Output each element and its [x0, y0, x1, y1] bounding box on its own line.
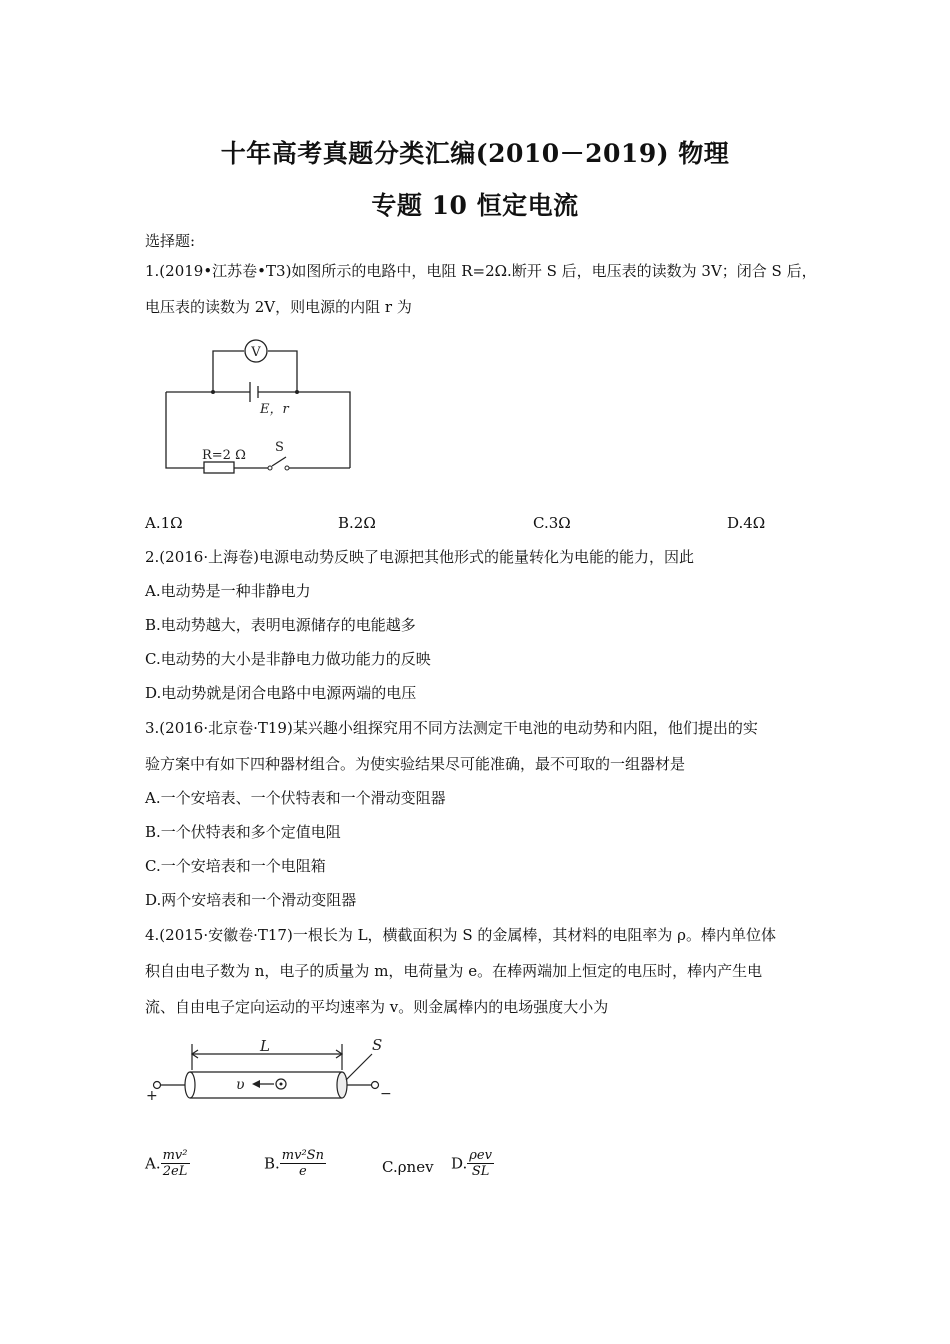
q2-option-d[interactable]: D.电动势就是闭合电路中电源两端的电压 [145, 684, 417, 702]
q3-option-d[interactable]: D.两个安培表和一个滑动变阻器 [145, 891, 357, 909]
q1-option-b[interactable]: B.2Ω [338, 514, 376, 532]
q4-option-d-fraction [467, 1148, 494, 1179]
q4-metal-rod-diagram [140, 1036, 402, 1106]
q4-option-d-denominator: SL [471, 1164, 490, 1179]
q3-option-b[interactable]: B.一个伏特表和多个定值电阻 [145, 823, 341, 841]
q4-line-2: 积自由电子数为 n，电子的质量为 m，电荷量为 e。在棒两端加上恒定的电压时，棒内产生电 [145, 962, 763, 980]
switch-symbol [272, 457, 286, 466]
rod-left-end [185, 1072, 195, 1098]
q3-option-a[interactable]: A.一个安培表、一个伏特表和一个滑动变阻器 [145, 789, 446, 807]
page-title: 十年高考真题分类汇编(2010－2019) 物理 [220, 139, 730, 168]
area-label: S [372, 1036, 383, 1054]
section-label: 选择题: [145, 232, 196, 250]
q4-line-1: 4.(2015·安徽卷·T17)一根长为 L，横截面积为 S 的金属棒，其材料的电阻率为 ρ。棒内单位体 [145, 926, 776, 944]
q4-option-b[interactable] [264, 1148, 326, 1179]
page-subtitle: 专题 10 恒定电流 [371, 191, 579, 220]
q1-line-1: 1.(2019•江苏卷•T3)如图所示的电路中，电阻 R=2Ω.断开 S 后，电压表的读数为 3V；闭合 S 后， [145, 262, 817, 280]
q3-line-1: 3.(2016·北京卷·T19)某兴趣小组探究用不同方法测定干电池的电动势和内阻，他们提出的实 [145, 719, 758, 737]
q1-option-c[interactable]: C.3Ω [533, 514, 571, 532]
q4-option-d-label: D. [451, 1154, 468, 1173]
q4-option-b-denominator: e [299, 1164, 307, 1179]
q4-option-d-numerator: ρev [469, 1148, 492, 1163]
q2-option-b[interactable]: B.电动势越大，表明电源储存的电能越多 [145, 616, 416, 634]
rod-right-end [337, 1072, 347, 1098]
q2-option-a[interactable]: A.电动势是一种非静电力 [145, 582, 311, 600]
minus-label: − [380, 1086, 392, 1102]
q4-option-c[interactable] [382, 1157, 434, 1176]
q3-option-c[interactable]: C.一个安培表和一个电阻箱 [145, 857, 326, 875]
q4-option-b-numerator: mv²Sn [281, 1148, 324, 1163]
velocity-arrow [252, 1080, 260, 1088]
q4-option-d[interactable] [451, 1148, 494, 1179]
q4-option-c-label: C.ρnev [382, 1158, 434, 1176]
q1-line-2: 电压表的读数为 2V，则电源的内阻 r 为 [145, 298, 412, 316]
resistor-symbol [204, 462, 234, 473]
q4-option-a-label: A. [145, 1154, 161, 1173]
q4-option-b-label: B. [264, 1154, 280, 1173]
plus-label: + [146, 1088, 158, 1104]
q4-option-a-fraction [161, 1148, 190, 1179]
length-label: L [260, 1037, 270, 1055]
velocity-label: υ [236, 1077, 245, 1093]
q4-option-a[interactable] [145, 1148, 190, 1179]
q1-option-d[interactable]: D.4Ω [727, 514, 766, 532]
q4-option-a-numerator: mv² [162, 1148, 188, 1163]
q4-line-3: 流、自由电子定向运动的平均速率为 v。则金属棒内的电场强度大小为 [145, 998, 609, 1016]
q1-option-a[interactable]: A.1Ω [145, 514, 183, 532]
q2-line-1: 2.(2016·上海卷)电源电动势反映了电源把其他形式的能量转化为电能的能力，因此 [145, 548, 694, 566]
switch-label: S [275, 440, 284, 455]
q1-circuit-diagram [160, 338, 360, 480]
voltmeter-label: V [251, 345, 261, 360]
source-label: E，r [260, 402, 289, 417]
q4-option-b-fraction [280, 1148, 326, 1179]
q3-line-2: 验方案中有如下四种器材组合。为使实验结果尽可能准确，最不可取的一组器材是 [145, 755, 686, 773]
resistor-label: R=2 Ω [202, 448, 246, 463]
q2-option-c[interactable]: C.电动势的大小是非静电力做功能力的反映 [145, 650, 431, 668]
q4-option-a-denominator: 2eL [162, 1164, 188, 1179]
